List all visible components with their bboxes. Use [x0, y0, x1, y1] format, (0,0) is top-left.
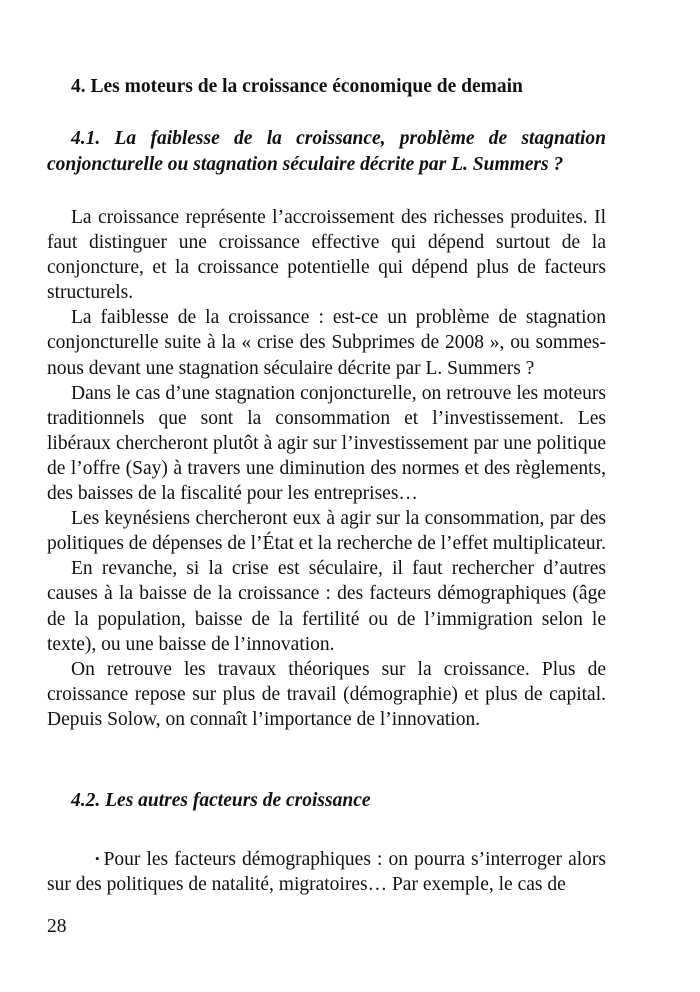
paragraph: La faiblesse de la croissance : est-ce un problème de stagnation conjoncturelle suite à la « crise des Subprimes de 2008 », ou sommes-nous devant une stagnation séculaire décrite par L. Summers ? — [47, 307, 606, 379]
subsection-heading-4-2: 4.2. Les autres facteurs de croissance — [71, 790, 371, 811]
paragraph: En revanche, si la crise est séculaire, il faut rechercher d’autres causes à la baisse de la croissance : des facteurs démographiques (âge de la population, baisse de la fertilité ou de l’immigration selon le texte), ou une baisse de l’innovation. — [47, 558, 606, 655]
paragraph: Dans le cas d’une stagnation conjoncturelle, on retrouve les moteurs traditionnels que sont la consommation et l’investissement. Les libéraux chercheront plutôt à agir sur l’investissement par une politique de l’offre (Say) à travers une diminution des normes et des règlements, des baisses de la fiscalité pour les entreprises… — [47, 382, 606, 505]
bullet-text: Pour les facteurs démographiques : on pourra s’interroger alors sur des politiques de natalité, migratoires… Par exemple, le cas de — [47, 849, 606, 896]
subsection-heading-4-1: 4.1. La faiblesse de la croissance, problème de stagnation conjoncturelle ou stagnation séculaire décrite par L. Summers ? — [47, 128, 606, 175]
paragraph: On retrouve les travaux théoriques sur la croissance. Plus de croissance repose sur plus de travail (démographie) et plus de capital. Depuis Solow, on connaît l’importance de l’innovation. — [47, 658, 606, 730]
paragraph: La croissance représente l’accroissement des richesses produites. Il faut distinguer une croissance effective qui dépend surtout de la conjoncture, et la croissance potentielle qui dépend plus de facteurs structurels. — [47, 207, 606, 304]
bullet-icon: • — [95, 851, 100, 866]
page-number: 28 — [47, 916, 67, 937]
bullet-paragraph — [47, 846, 606, 897]
subsection-4-2-body — [47, 846, 606, 897]
subsection-4-1-body — [47, 205, 606, 732]
chapter-heading: 4. Les moteurs de la croissance économique de demain — [71, 76, 523, 97]
paragraph: Les keynésiens chercheront eux à agir sur la consommation, par des politiques de dépenses de l’État et la recherche de l’effet multiplicateur. — [47, 508, 606, 555]
